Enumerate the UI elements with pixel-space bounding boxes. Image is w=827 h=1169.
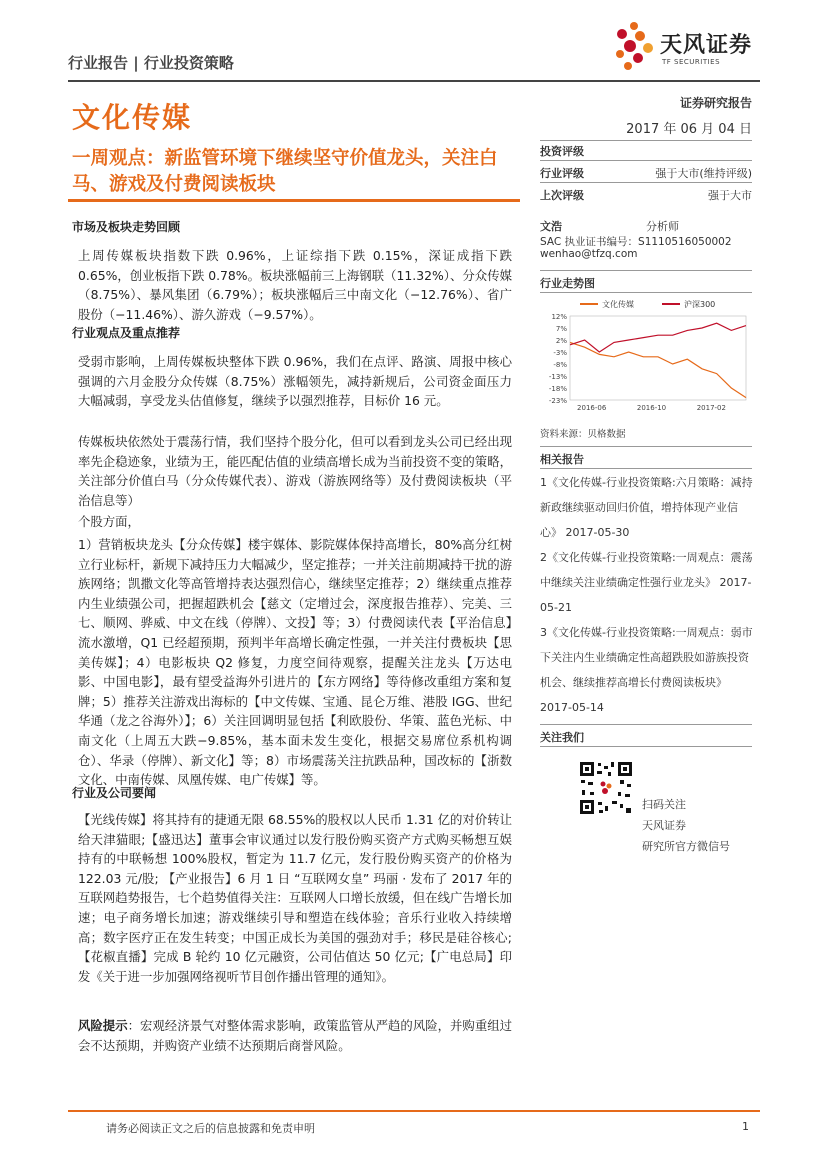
document-category: 行业报告 | 行业投资策略 xyxy=(68,54,234,72)
view-paragraph-3: 个股方面， xyxy=(78,514,140,529)
y-tick-label: -8% xyxy=(553,361,567,369)
section-heading-news: 行业及公司要闻 xyxy=(72,786,157,800)
company-logo-en: TF SECURITIES xyxy=(662,58,721,66)
follow-us-text xyxy=(642,794,730,857)
related-report-1[interactable]: 1《文化传媒-行业投资策略:六月策略：减持新政继续驱动回归价值，增持体现产业信心》 2017-05-30 xyxy=(540,476,753,539)
view-paragraph-2: 传媒板块依然处于震荡行情，我们坚持个股分化，但可以看到龙头公司已经出现率先企稳迹象，业绩为王，能匹配估值的业绩高增长成为当前投资不变的策略，关注部分价值白马（分众传媒代表）、游戏（游族网络等）及付费阅读板块（平治信息等） xyxy=(78,434,512,508)
sidebar-rule xyxy=(540,746,752,747)
trend-chart-heading: 行业走势图 xyxy=(540,277,595,290)
industry-trend-chart xyxy=(540,296,752,414)
legend-label: 沪深300 xyxy=(684,300,716,309)
view-paragraph-1: 受弱市影响，上周传媒板块整体下跌 0.96%，我们在点评、路演、周报中核心强调的六月金股分众传媒（8.75%）涨幅领先，减持新规后，公司资金面压力大幅减弱，享受龙头估值修复，继续予以强烈推荐，目标价 16 元。 xyxy=(78,354,512,409)
follow-us-heading: 关注我们 xyxy=(540,731,584,744)
page-number: 1 xyxy=(742,1120,749,1133)
x-tick-label: 2017-02 xyxy=(696,404,726,412)
y-tick-label: -23% xyxy=(548,397,567,405)
legend-label: 文化传媒 xyxy=(602,300,634,309)
sidebar-rule xyxy=(540,292,752,293)
related-report-3[interactable]: 3《文化传媒-行业投资策略:一周观点：弱市下关注内生业绩确定性高超跌股如游族投资机会、继续推荐高增长付费阅读板块》 2017-05-14 xyxy=(540,626,753,714)
sidebar-rule xyxy=(540,724,752,725)
y-tick-label: -13% xyxy=(548,373,567,381)
analyst-name: 文浩 xyxy=(540,220,562,233)
y-tick-label: 7% xyxy=(555,325,567,333)
chart-plot-frame xyxy=(570,316,746,400)
rating-heading: 投资评级 xyxy=(540,145,584,158)
company-logo-cn: 天风证券 xyxy=(660,33,753,58)
series-line-culture-media xyxy=(570,342,746,397)
sector-title: 文化传媒 xyxy=(72,101,193,134)
sidebar-rule xyxy=(540,182,752,183)
risk-label: 风险提示 xyxy=(78,1018,128,1033)
y-tick-label: 2% xyxy=(555,337,567,345)
x-tick-label: 2016-10 xyxy=(636,404,667,412)
sidebar-rule xyxy=(540,140,752,141)
follow-line-2: 天风证券 xyxy=(642,819,686,832)
section-heading-view: 行业观点及重点推荐 xyxy=(72,326,181,340)
company-logo-icon xyxy=(612,20,658,72)
follow-line-1: 扫码关注 xyxy=(642,798,686,811)
qr-code-icon[interactable] xyxy=(578,760,634,816)
footer-disclaimer: 请务必阅读正文之后的信息披露和免责申明 xyxy=(106,1122,315,1135)
related-reports-heading: 相关报告 xyxy=(540,453,584,466)
chart-source: 资料来源：贝格数据 xyxy=(540,429,626,440)
x-tick-label: 2016-06 xyxy=(577,404,607,412)
report-date: 2017 年 06 月 04 日 xyxy=(626,122,752,137)
y-tick-label: 12% xyxy=(551,313,567,321)
news-paragraph: 【光线传媒】将其持有的捷通无限 68.55%的股权以人民币 1.31 亿的对价转让给天津猫眼;【盛迅达】董事会审议通过以发行股份购买资产方式购买畅想互娱持有的中联畅想 100%股权，暂定为 11.7 亿元，发行股份购买资产的价格为 122.03 元/股; 【产业报告】6 月 1 日 “互联网女皇” 玛丽 · 发布了 2017 年的互联网趋势报告，七个趋势值得关注：互联网人口增长放缓，但在线广告增长加速；电子商务增长加速；游戏继续引导和塑造在线体验；音乐行业收入持续增高；数字医疗正在发生转变；中国正成长为美国的强劲对手；移民是硅谷核心;【花椒直播】完成 B 轮约 10 亿元融资，公司估值达 50 亿元;【广电总局】印发《关于进一步加强网络视听节目创作播出管理的通知》。 xyxy=(78,812,512,984)
follow-line-3: 研究所官方微信号 xyxy=(642,840,730,853)
market-paragraph: 上周传媒板块指数下跌 0.96%，上证综指下跌 0.15%，深证成指下跌 0.65%，创业板指下跌 0.78%。板块涨幅前三上海钢联（11.32%）、分众传媒（8.75%）、暴风集团（6.79%）；板块涨幅后三中南文化（−12.76%）、省广股份（−11.46%）、游久游戏（−9.57%）。 xyxy=(78,248,512,322)
analyst-role: 分析师 xyxy=(646,220,679,233)
main-title: 一周观点：新监管环境下继续坚守价值龙头，关注白马、游戏及付费阅读板块 xyxy=(72,148,498,195)
prev-rating-label: 上次评级 xyxy=(540,189,584,202)
related-report-2[interactable]: 2《文化传媒-行业投资策略:一周观点：震荡中继续关注业绩确定性强行业龙头》 2017-05-21 xyxy=(540,551,753,614)
analyst-certificate: SAC 执业证书编号：S1110516050002 xyxy=(540,236,732,248)
sidebar-rule xyxy=(540,468,752,469)
section-heading-market: 市场及板块走势回顾 xyxy=(72,220,181,234)
report-type: 证券研究报告 xyxy=(679,96,752,110)
industry-rating-label: 行业评级 xyxy=(540,167,584,180)
industry-rating-value: 强于大市(维持评级) xyxy=(655,167,752,180)
header-rule xyxy=(68,80,760,82)
prev-rating-value: 强于大市 xyxy=(708,189,752,202)
analyst-email[interactable]: wenhao@tfzq.com xyxy=(540,248,638,260)
sidebar-rule xyxy=(540,160,752,161)
title-rule xyxy=(68,199,520,202)
view-paragraph-4: 1）营销板块龙头【分众传媒】楼宇媒体、影院媒体保持高增长，80%高分红树立行业标杆，新规下减持压力大幅减少，坚定推荐；一并关注前期减持干扰的游族网络；凯撒文化等高管增持表达强烈信心，继续坚定推荐；2）继续重点推荐内生业绩强公司，把握超跌机会【慈文（定增过会，深度报告推荐）、完美、三七、顺网、骅威、中文在线（停牌）、文投】等；3）付费阅读代表【平治信息】流水激增，Q1 已经超预期，预判半年高增长确定性强，一并关注付费板块【思美传媒】；4）电影板块 Q2 修复，力度空间待观察，提醒关注龙头【万达电影、中国电影】，最有望受益海外引进片的【东方网络】等待修改重组方案和复牌；5）推荐关注游戏出海标的【中文传媒、宝通、昆仑万维、港股 IGG、世纪华通（龙之谷海外）】；6）关注回调明显包括【利欧股份、华策、蓝色光标、中南文化（上周五大跌−9.85%，基本面未发生变化，根据交易席位系机构调仓）、华录（停牌）、新文化】等；8）市场震荡关注抗跌品种，国改标的【浙数文化、中南传媒、凤凰传媒、电广传媒】等。 xyxy=(78,537,512,788)
sidebar-rule xyxy=(540,270,752,271)
risk-text: ：宏观经济景气对整体需求影响，政策监管从严趋的风险，并购重组过会不达预期，并购资产业绩不达预期后商誉风险。 xyxy=(78,1018,513,1053)
y-tick-label: -18% xyxy=(548,385,567,393)
y-tick-label: -3% xyxy=(553,349,567,357)
series-line-csi300 xyxy=(570,323,746,352)
sidebar-rule xyxy=(540,446,752,447)
footer-rule xyxy=(68,1110,760,1112)
risk-paragraph xyxy=(78,1016,512,1055)
